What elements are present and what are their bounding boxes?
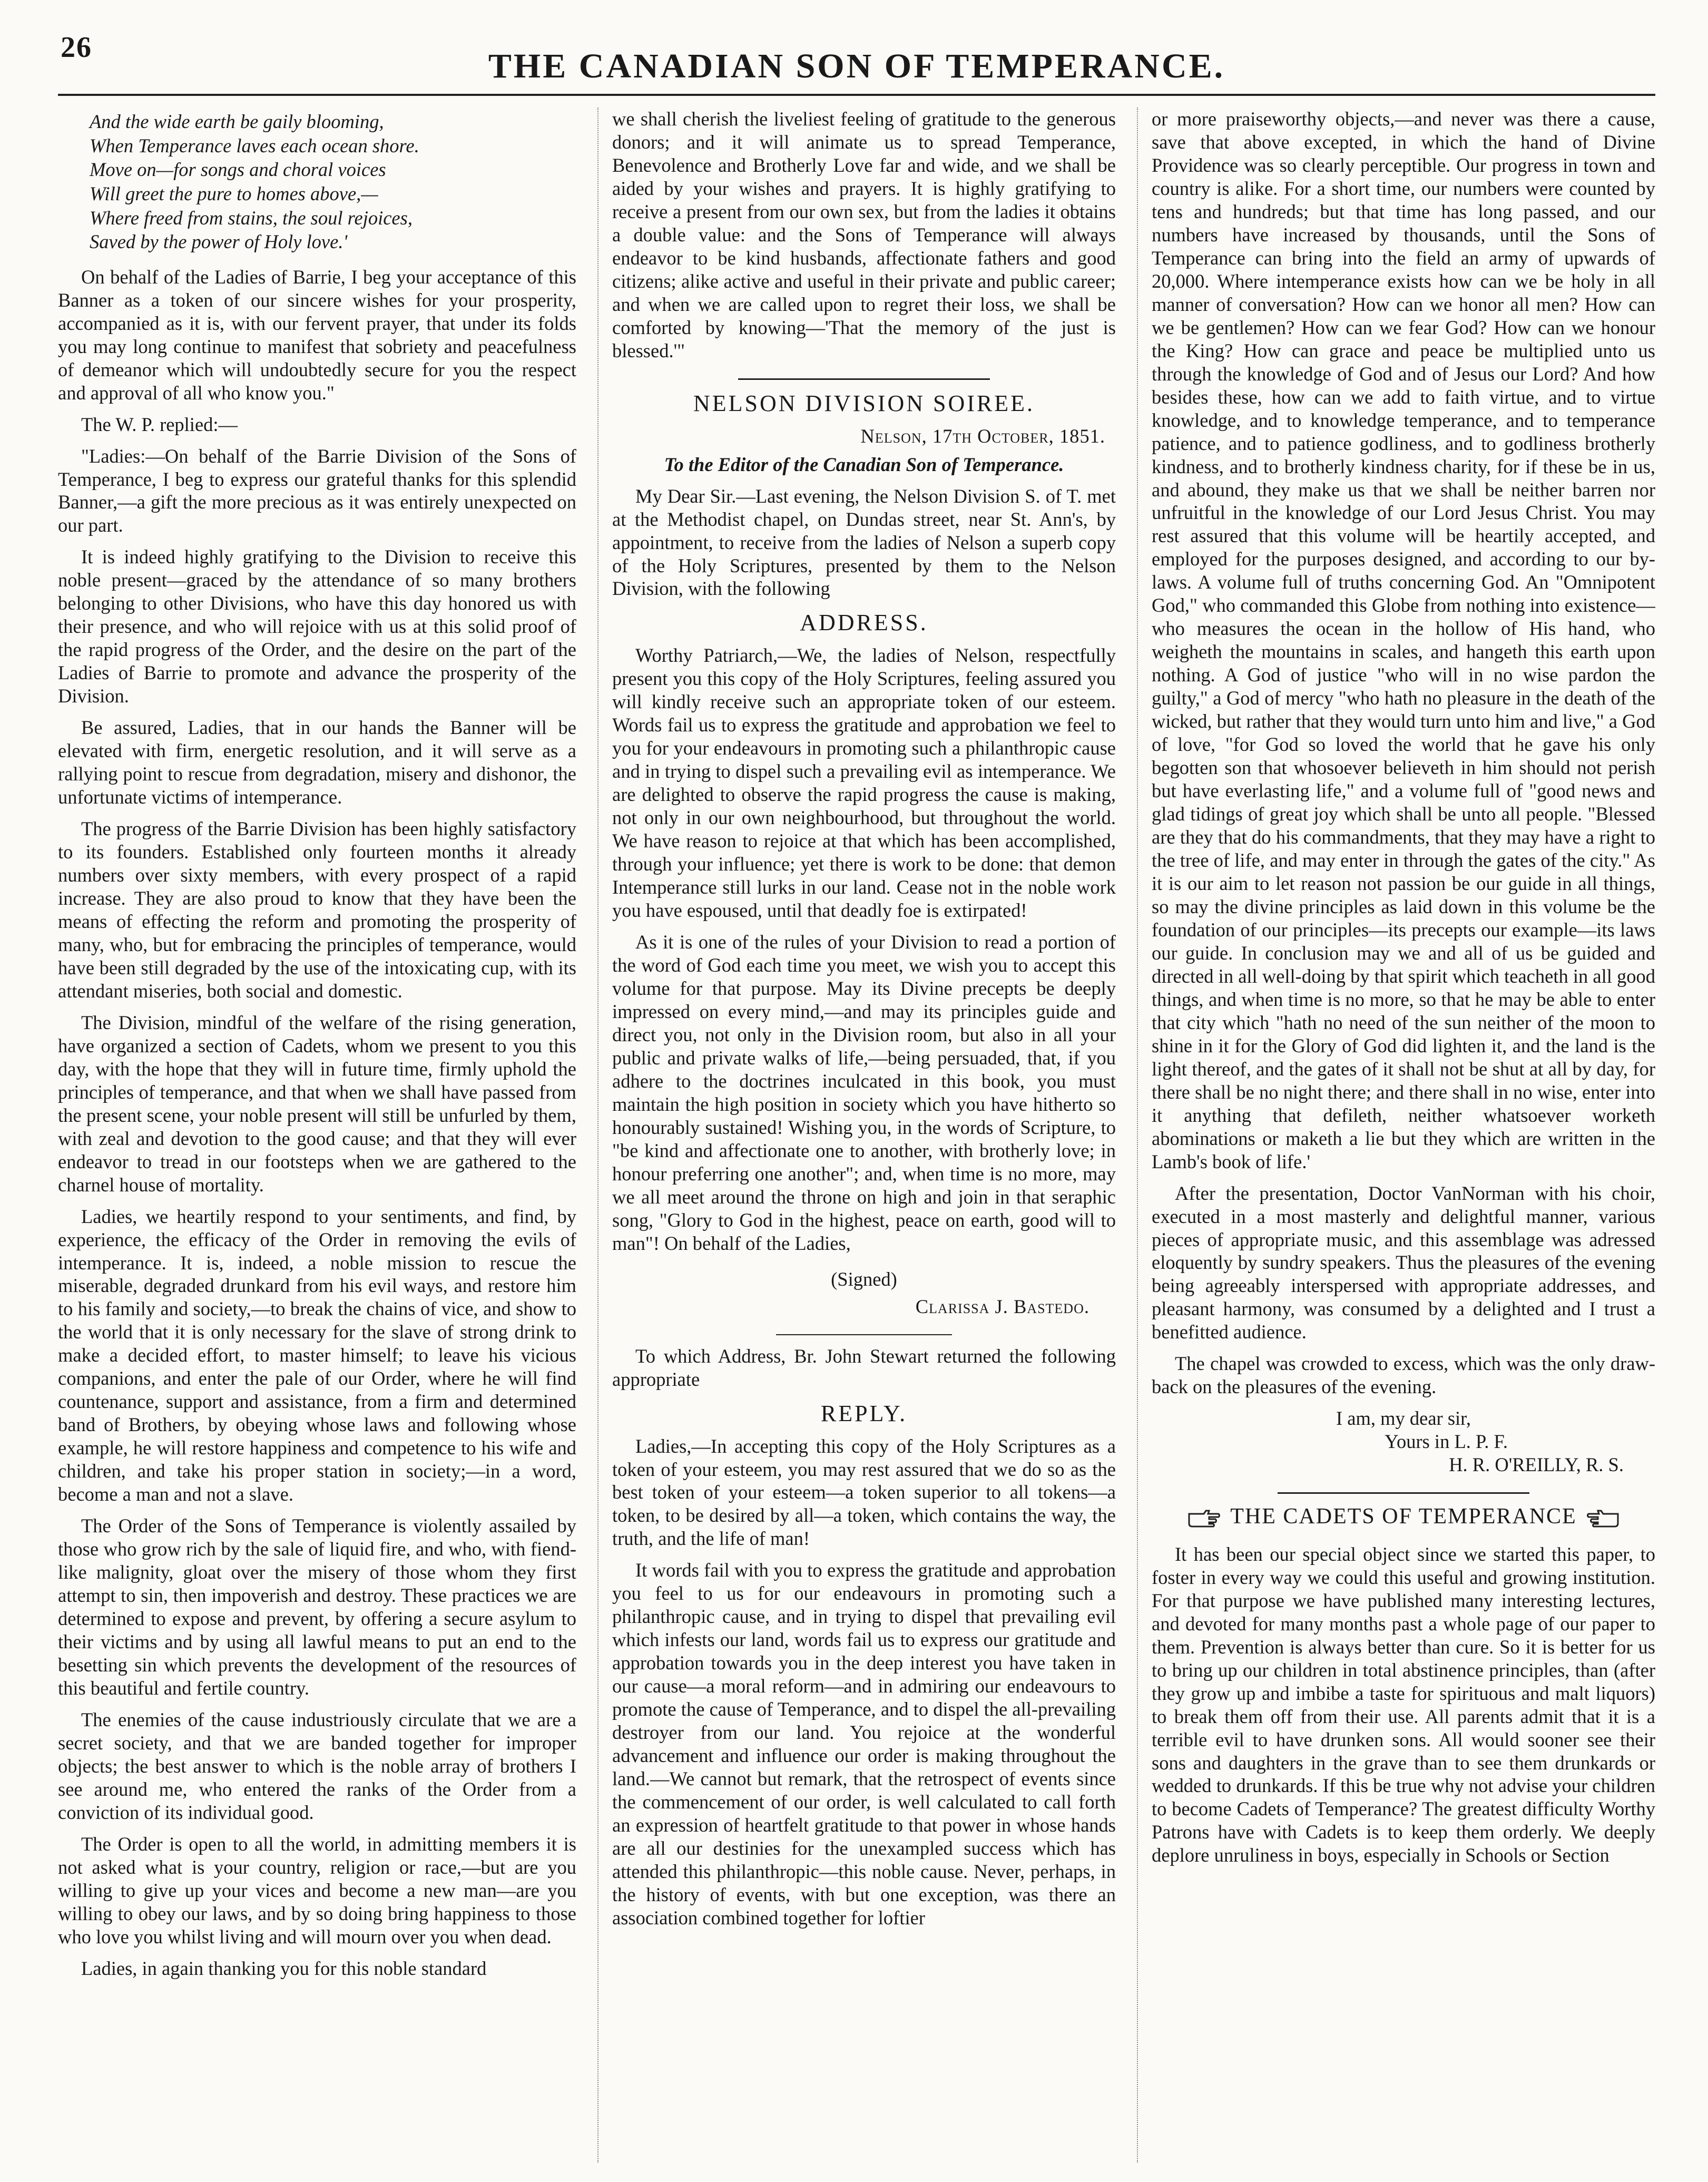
paragraph: As it is one of the rules of your Division to read a portion of the word of God each time you meet, we wish you to accept this volume for that purpose. May its Divine precepts be deeply impressed on every mind,—and may its principles guide and direct you, not only in the Division room, but also in all your public and private walks of life,—being persuaded, that, if you adhere to the doctrines inculcated in this book, you must maintain the high position in society which you have hitherto so honourably sustained! Wishing you, in the words of Scripture, to "be kind and affectionate one to another, with brotherly love; in honour preferring one another"; and, when time is no more, may we all meet around the throne on high and join in that seraphic song, "Glory to God in the highest, peace on earth, good will to man"! On behalf of the Ladies,: [612, 931, 1116, 1254]
paragraph: Ladies,—In accepting this copy of the Holy Scriptures as a token of your esteem, you may rest assured that we do so as the best token of your esteem—a token superior to all tokens—a token, to be desired by all—a token, which contains the way, the truth, and the life of man!: [612, 1435, 1116, 1550]
section-divider: [1278, 1492, 1529, 1494]
closing-line: Yours in L. P. F.: [1385, 1431, 1508, 1453]
paragraph: or more praiseworthy objects,—and never was there a cause, save that above excepted, in which the hand of Divine Providence was so clearly perceptible. Our progress in town and country is alike. For a short time, our numbers were counted by tens and hundreds; but that time has long passed, and our numbers have increased by thousands, until the Sons of Temperance can bring into the field an army of upwards of 20,000. Where intemperance exists how can we be holy in all manner of conversation? How can we honor all men? How can we be gentlemen? How can we fear God? How can we honour the King? How can grace and peace be multiplied unto us through the knowledge of God and of Jesus our Lord? And how besides these, how can we add to faith virtue, and to virtue knowledge, and to knowledge temperance, and to temperance patience, and to patience godliness, and to godliness brotherly kindness, and to brotherly kindness charity, for if these be in us, and abound, they make us that we shall be neither barren nor unfruitful in the knowledge of our Lord Jesus Christ. You may rest assured that this volume will be heartily accepted, and employed for the purposes designed, and according to our by-laws. A volume full of truths concerning God. An "Omnipotent God," who commanded this Globe from nothing into existence—who measures the ocean in the hollow of His hand, who weigheth the mountains in scales, and hangeth this earth upon nothing. A God of justice "who will in no wise pardon the guilty," a God of mercy "who hath no pleasure in the death of the wicked, but rather that they would turn unto him and live," a God of love, "for God so loved the world that he gave his only begotten son that whosoever believeth in him should not perish but have everlasting life," and a volume full of "good news and glad tidings of great joy which shall be unto all people. "Blessed are they that do his commandments, that they may have a right to the tree of life, and may enter in through the gates of the city." As it is our aim to let reason not passion be our guide in all things, so may the divine principles as laid down in this volume be the foundation of our principles—its precepts our example—its laws our guide. In conclusion may we and all of us be guided and directed in all well-doing by that spirit which teacheth in all good things, and when time is no more, so that he may be able to enter that city which "hath no need of the sun neither of the moon to shine in it for the Glory of God did lighten it, and the land is the light thereof, and the gates of it shall not be shut at all by day, for there shall be no night there; and there shall in no wise, enter into it anything that defileth, neither whatsoever worketh abominations or maketh a lie but they which are written in the Lamb's book of life.': [1152, 108, 1655, 1172]
letter-salutation-heading: To the Editor of the Canadian Son of Temperance.: [664, 453, 1064, 475]
closing-line: I am, my dear sir,: [1336, 1407, 1471, 1430]
paragraph: To which Address, Br. John Stewart returned the following appropriate: [612, 1345, 1116, 1390]
paragraph: Ladies, we heartily respond to your sentiments, and find, by experience, the efficacy of the Order in removing the evils of intemperance. It is, indeed, a noble mission to rescue the miserable, degraded drunkard from his evil ways, and restore him to his family and society,—to break the chains of vice, and show to the world that it is only necessary for the slave of strong drink to make a decided effort, to master himself; to leave his vicious companions, and enter the pale of our Order, where he will find countenance, support and assistance, from a firm and determined band of Brothers, by obeying whose laws and following whose example, he will restore happiness and competence to his wife and children, and take his proper station in society;—in a word, become a man and not a slave.: [58, 1205, 576, 1505]
poem-verse: [58, 110, 576, 254]
column-2: [597, 107, 1116, 2163]
pointing-hand-left-icon: [1586, 1508, 1619, 1525]
letter-closing: [1152, 1407, 1655, 1476]
column-1: [58, 107, 576, 2163]
header-rule: [58, 94, 1655, 96]
newspaper-title: THE CANADIAN SON OF TEMPERANCE.: [488, 47, 1225, 85]
verse-line: Saved by the power of Holy love.': [90, 231, 348, 253]
section-divider: [738, 378, 990, 380]
paragraph: After the presentation, Doctor VanNorman with his choir, executed in a most masterly and delightful manner, various pieces of appropriate music, and this assemblage was adressed eloquently by sundry speakers. Thus the pleasures of the evening being agreeably interspersed with appropriate addresses, and pleasant harmony, was consumed by a delighted and I trust a benefitted audience.: [1152, 1182, 1655, 1343]
paragraph: The chapel was crowded to excess, which was the only draw-back on the pleasures of the evening.: [1152, 1353, 1655, 1398]
cadets-title-text: THE CADETS OF TEMPERANCE: [1230, 1504, 1577, 1529]
paragraph: The W. P. replied:—: [81, 413, 238, 435]
paragraph: It is indeed highly gratifying to the Division to receive this noble present—graced by the attendance of so many brothers belonging to other Divisions, who have this day honored us with their presence, and who will rejoice with us at this solid proof of the rapid progress of the Order, and the desire on the part of the Ladies of Barrie to promote and advance the prosperity of the Division.: [58, 546, 576, 707]
section-title-cadets: [1152, 1503, 1655, 1530]
paragraph: The progress of the Barrie Division has been highly satisfactory to its founders. Established only fourteen months it already numbers over sixty members, with every prospect of a rapid increase. They are also proud to know that they have been the means of effecting the reform and promoting the prosperity of many, who, but for embracing the principles of temperance, would have been still degraded by the use of the intoxicating cup, with its attendant miseries, both social and domestic.: [58, 818, 576, 1002]
signer-name: Clarissa J. Bastedo.: [915, 1295, 1089, 1317]
paragraph: "Ladies:—On behalf of the Barrie Division of the Sons of Temperance, I beg to express our grateful thanks for this splendid Banner,—a gift the more precious as it was entirely unexpected on our part.: [58, 445, 576, 536]
paragraph: On behalf of the Ladies of Barrie, I beg your acceptance of this Banner as a token of our sincere wishes for your prosperity, accompanied as it is, with our fervent prayer, that under its folds you may long continue to manifest that sobriety and peacefulness of demeanor which will undoubtedly secure for you the respect and approval of all who know you.": [58, 266, 576, 404]
paragraph: It words fail with you to express the gratitude and approbation you feel to us for our endeavours in promoting such a philanthropic cause, and in trying to dispel that prevailing evil which infests our land, words fail us to express our gratitude and approbation towards you in the deep interest you have taken in our cause—a moral reform—and in admiring our endeavours to promote the cause of Temperance, and to dispel the all-prevailing destroyer from our land. You rejoice at the wonderful advancement and influence our order is making throughout the land.—We cannot but remark, that the retrospect of events since the commencement of our order, is well calculated to call forth an expression of heartfelt gratitude to that power in whose hands are all our destinies for the unexampled success which has attended this philanthropic—this noble cause. Never, perhaps, in the history of events, with but one exception, was there an association combined together for loftier: [612, 1559, 1116, 1929]
paragraph: My Dear Sir.—Last evening, the Nelson Division S. of T. met at the Methodist chapel, on Dundas street, near St. Ann's, by appointment, to receive from the ladies of Nelson a superb copy of the Holy Scriptures, presented by them to the Nelson Division, with the following: [612, 485, 1116, 600]
verse-line: Will greet the pure to homes above,—: [90, 182, 378, 204]
page-number: 26: [61, 31, 92, 64]
closing-signature: H. R. O'REILLY, R. S.: [1449, 1454, 1624, 1476]
article-columns: [58, 107, 1655, 2163]
paragraph: Worthy Patriarch,—We, the ladies of Nelson, respectfully present you this copy of the Holy Scriptures, feeling assured you will kindly receive such an appropriate token of our esteem. Words fail us to express the gratitude and approbation we feel to you for your endeavours in promoting such a philanthropic cause and in trying to dispel such a prevailing evil as intemperance. We are delighted to observe the rapid progress the cause is making, not only in our own neighbourhood, but throughout the world. We have reason to rejoice at that which has been accomplished, through your influence; yet there is work to be done: that demon Intemperance still lurks in our land. Cease not in the noble work you have espoused, until that deadly foe is extirpated!: [612, 644, 1116, 922]
section-divider: [776, 1334, 953, 1335]
paragraph: Ladies, in again thanking you for this noble standard: [81, 1957, 487, 1979]
address-title: ADDRESS.: [800, 610, 928, 636]
dateline: Nelson, 17th October, 1851.: [860, 425, 1105, 447]
paragraph: we shall cherish the liveliest feeling of gratitude to the generous donors; and it will animate us to spread Temperance, Benevolence and Brotherly Love far and wide, and we shall be aided by your wishes and prayers. It is highly gratifying to receive a present from our own sex, but from the ladies it obtains a double value: and the Sons of Temperance will always endeavor to be kind husbands, affectionate fathers and good citizens; alike active and useful in their private and public career; and when we are called upon to regret their loss, we shall be comforted by knowing—'That the memory of the just is blessed.'": [612, 108, 1116, 361]
paragraph: It has been our special object since we started this paper, to foster in every way we could this useful and growing institution. For that purpose we have published many interesting lectures, and devoted for many months past a whole page of our paper to them. Prevention is always better than cure. So it is better for us to bring up our children in total abstinence principles, than (after they grow up and imbibe a taste for spirituous and malt liquors) to break them off from their use. All parents admit that it is a terrible evil to have drunken sons. All would sooner see their sons and daughters in the grave than to see them drunkards or wedded to drunkards. If this be true why not advise your children to become Cadets of Temperance? The greatest difficulty Worthy Patrons have with Cadets is to keep them orderly. We deeply deplore unruliness in boys, especially in Schools or Section: [1152, 1543, 1655, 1866]
masthead: [58, 26, 1655, 90]
verse-line: And the wide earth be gaily blooming,: [90, 111, 384, 132]
verse-line: When Temperance laves each ocean shore.: [90, 134, 419, 156]
paragraph: The Division, mindful of the welfare of the rising generation, have organized a section of Cadets, whom we present to you this day, with the hope that they will in future time, firmly uphold the principles of temperance, and that when we shall have passed from the present scene, your noble present will still be unfurled by them, with zeal and devotion to the good cause; and that they will ever endeavor to tread in our footsteps when we are gathered to the charnel house of mortality.: [58, 1011, 576, 1196]
pointing-hand-right-icon: [1188, 1508, 1221, 1525]
verse-line: Where freed from stains, the soul rejoices,: [90, 207, 413, 229]
column-3: [1137, 107, 1655, 2163]
signed-label: (Signed): [831, 1268, 897, 1290]
paragraph: Be assured, Ladies, that in our hands the Banner will be elevated with firm, energetic resolution, and it will serve as a rallying point to rescue from degradation, misery and dishonor, the unfortunate victims of intemperance.: [58, 717, 576, 808]
reply-title: REPLY.: [820, 1400, 908, 1426]
paragraph: The Order is open to all the world, in admitting members it is not asked what is your country, religion or race,—but are you willing to give up your vices and become a new man—are you willing to obey our laws, and by so doing bring happiness to those who love you whilst living and will mourn over you when dead.: [58, 1833, 576, 1948]
section-title-nelson-soiree: NELSON DIVISION SOIREE.: [693, 390, 1035, 416]
verse-line: Move on—for songs and choral voices: [90, 159, 386, 181]
paragraph: The enemies of the cause industriously circulate that we are a secret society, and that we are banded together for improper objects; the best answer to which is the noble array of brothers I see around me, who entered the ranks of the Order from a conviction of its individual good.: [58, 1708, 576, 1823]
paragraph: The Order of the Sons of Temperance is violently assailed by those who grow rich by the sale of liquid fire, and who, with fiend-like malignity, gloat over the misery of those whom they first attempt to sin, then impoverish and destroy. These practices we are determined to expose and prevent, by offering a secure asylum to their victims and by using all lawful means to put an end to the besetting sin which prevents the development of the resources of this beautiful and fertile country.: [58, 1515, 576, 1699]
